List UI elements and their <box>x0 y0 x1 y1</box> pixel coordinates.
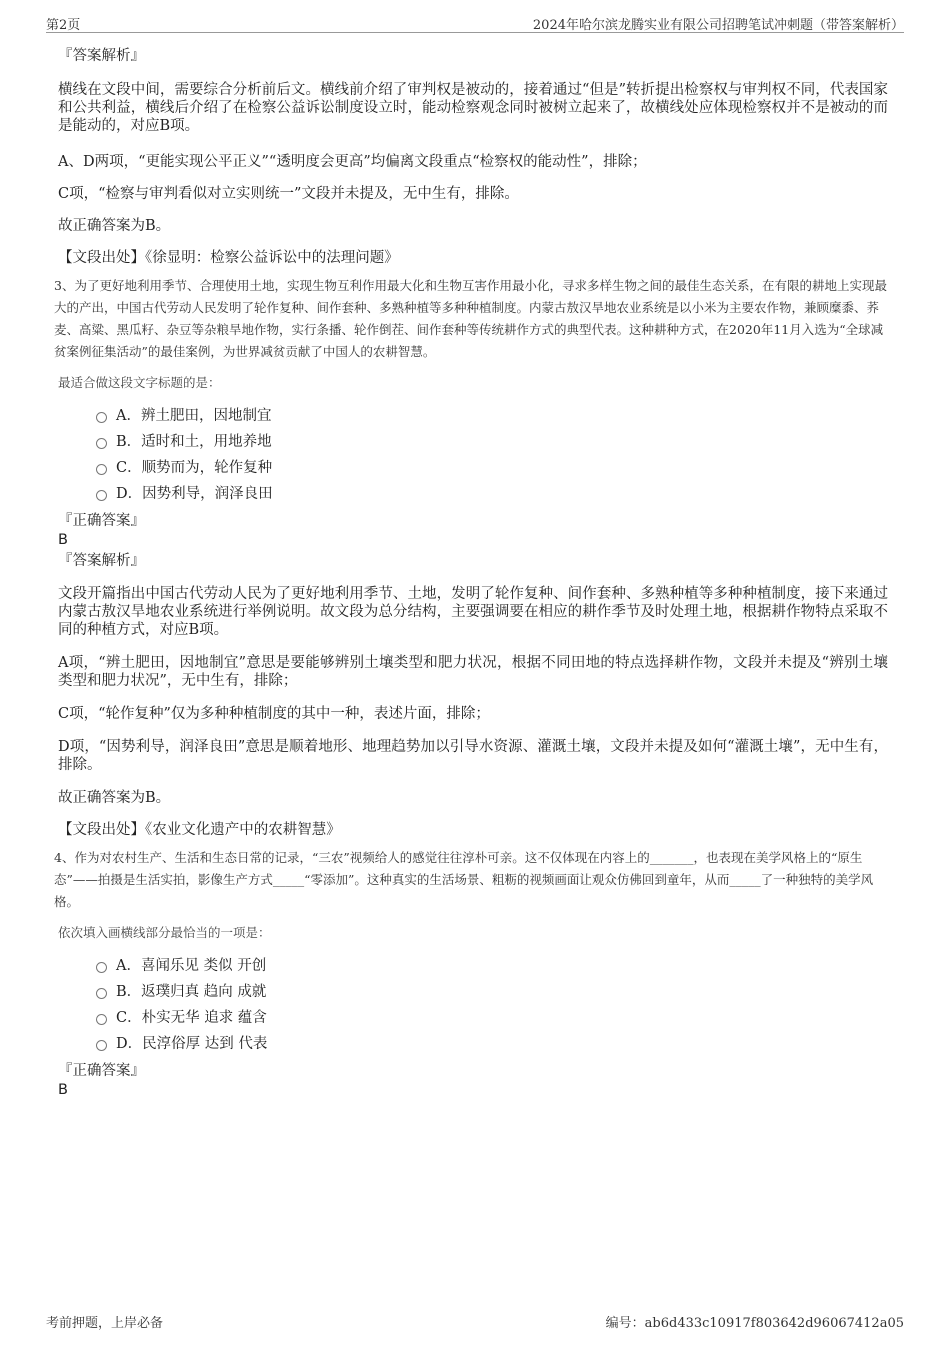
option-label: D．因势利导，润泽良田 <box>116 485 273 502</box>
analysis-heading: 『答案解析』 <box>58 553 145 569</box>
option-c[interactable] <box>96 1003 888 1029</box>
correct-answer: B <box>58 1082 68 1098</box>
answer-statement: 故正确答案为B。 <box>58 790 171 806</box>
page-content <box>54 46 888 1099</box>
source-citation: 【文段出处】《徐显明：检察公益诉讼中的法理问题》 <box>58 250 399 266</box>
analysis-paragraph: C项，“轮作复种”仅为多种种植制度的其中一种，表述片面，排除； <box>58 706 490 722</box>
option-label: B．适时和土，用地养地 <box>116 433 272 450</box>
page-header <box>46 12 904 33</box>
document-title: 2024年哈尔滨龙腾实业有限公司招聘笔试冲刺题（带答案解析） <box>532 18 904 33</box>
analysis-paragraph: C项，“检察与审判看似对立实则统一”文段并未提及，无中生有，排除。 <box>58 186 519 202</box>
option-list <box>96 951 888 1055</box>
option-d[interactable] <box>96 479 888 505</box>
option-label: C．朴实无华 追求 蕴含 <box>116 1009 267 1026</box>
option-b[interactable] <box>96 977 888 1003</box>
question-stem: 3、为了更好地利用季节、合理使用土地，实现生物互利作用最大化和生物互害作用最小化，寻求多样生物之间的最佳生态关系，在有限的耕地上实现最大的产出，中国古代劳动人民发明了轮作复种、间作套种、多熟种植等多种种植制度。内蒙古敖汉旱地农业系统是以小米为主要农作物，兼顾糜黍、荞麦、高粱、黑瓜籽、杂豆等杂粮旱地作物，实行条播、轮作倒茬、间作套种等传统耕作方式的典型代表。这种耕种方式，在2020年11月入选为“全球减贫案例征集活动”的最佳案例，为世界减贫贡献了中国人的农耕智慧。 <box>54 278 887 359</box>
analysis-paragraph: 文段开篇指出中国古代劳动人民为了更好地利用季节、土地，发明了轮作复种、间作套种、多熟种植等多种种植制度，接下来通过内蒙古敖汉旱地农业系统进行举例说明。故文段为总分结构，主要强调要在相应的耕作季节及时处理土地，根据耕作物特点采取不同的种植方式，对应B项。 <box>58 586 888 638</box>
source-citation: 【文段出处】《农业文化遗产中的农耕智慧》 <box>58 822 341 838</box>
radio-icon[interactable] <box>96 490 107 501</box>
question-stem: 4、作为对农村生产、生活和生态日常的记录，“三农”视频给人的感觉往往淳朴可亲。这不仅体现在内容上的_______，也表现在美学风格上的“原生态”——拍摄是生活实拍，影像生产方式_____“零添加”。这种真实的生活场景、粗粝的视频画面让观众仿佛回到童年，从而_____了一种独特的美学风格。 <box>54 850 874 909</box>
radio-icon[interactable] <box>96 962 107 973</box>
correct-answer-heading: 『正确答案』 <box>58 1063 145 1079</box>
option-label: A．辨土肥田，因地制宜 <box>116 407 272 424</box>
option-label: B．返璞归真 趋向 成就 <box>116 983 267 1000</box>
option-a[interactable] <box>96 401 888 427</box>
radio-icon[interactable] <box>96 1040 107 1051</box>
option-d[interactable] <box>96 1029 888 1055</box>
question-prompt: 依次填入画横线部分最恰当的一项是： <box>58 925 271 940</box>
option-label: A．喜闻乐见 类似 开创 <box>116 957 267 974</box>
footer-slogan: 考前押题，上岸必备 <box>46 1316 164 1331</box>
correct-answer-heading: 『正确答案』 <box>58 513 145 529</box>
radio-icon[interactable] <box>96 438 107 449</box>
answer-statement: 故正确答案为B。 <box>58 218 171 234</box>
radio-icon[interactable] <box>96 464 107 475</box>
analysis-paragraph: A项，“辨土肥田，因地制宜”意思是要能够辨别土壤类型和肥力状况，根据不同田地的特点选择耕作物，文段并未提及“辨别土壤类型和肥力状况”，无中生有，排除； <box>58 655 888 689</box>
analysis-paragraph: A、D两项，“更能实现公平正义”“透明度会更高”均偏离文段重点“检察权的能动性”，排除； <box>58 154 647 170</box>
correct-answer: B <box>58 532 68 548</box>
option-b[interactable] <box>96 427 888 453</box>
page-number: 第2页 <box>46 18 81 33</box>
option-label: C．顺势而为，轮作复种 <box>116 459 273 476</box>
option-label: D．民淳俗厚 达到 代表 <box>116 1035 268 1052</box>
radio-icon[interactable] <box>96 412 107 423</box>
option-a[interactable] <box>96 951 888 977</box>
radio-icon[interactable] <box>96 1014 107 1025</box>
question-prompt: 最适合做这段文字标题的是： <box>58 375 221 390</box>
analysis-heading: 『答案解析』 <box>58 48 145 64</box>
document-id: 编号：ab6d433c10917f803642d96067412a05 <box>605 1316 904 1331</box>
analysis-paragraph: D项，“因势利导，润泽良田”意思是顺着地形、地理趋势加以引导水资源、灌溉土壤，文段并未提及如何“灌溉土壤”，无中生有，排除。 <box>58 739 888 773</box>
option-list <box>96 401 888 505</box>
radio-icon[interactable] <box>96 988 107 999</box>
analysis-paragraph: 横线在文段中间，需要综合分析前后文。横线前介绍了审判权是被动的，接着通过“但是”转折提出检察权与审判权不同，代表国家和公共利益，横线后介绍了在检察公益诉讼制度设立时，能动检察观念同时被树立起来了，故横线处应体现检察权并不是被动的而是能动的，对应B项。 <box>58 82 888 134</box>
option-c[interactable] <box>96 453 888 479</box>
